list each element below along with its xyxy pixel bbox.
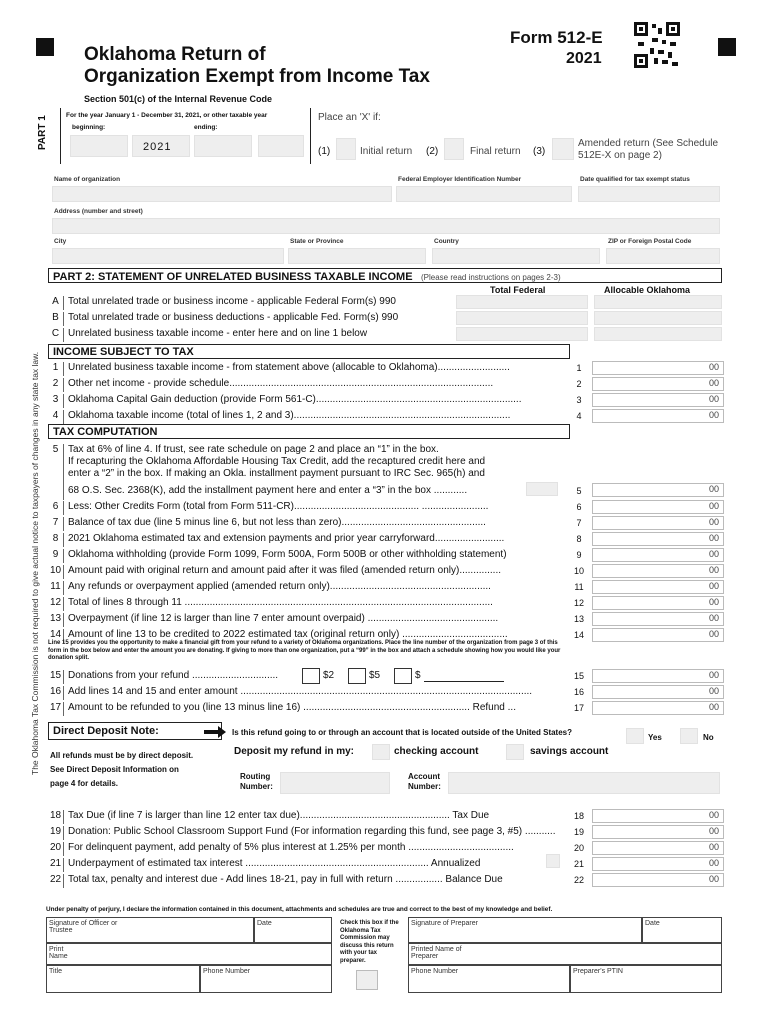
line-4-text: Oklahoma taxable income (total of lines 1, 2 and 3).............................................................................. [68,410,511,421]
print-name-field[interactable] [46,943,332,965]
line-21-cents: 00 [708,858,719,868]
part2-row-c-letter: C [48,328,64,342]
deposit-title-box [48,722,222,740]
line-16-number: 16 [48,686,64,700]
line-11-cents: 00 [708,581,719,591]
preparer-date-label: Date [645,920,660,927]
line-6-number: 6 [48,501,64,515]
line-17-right-number: 17 [573,703,584,713]
line-2-cents: 00 [708,378,719,388]
part1-label: PART 1 [37,115,48,150]
line-1-text: Unrelated business taxable income - from statement above (allocable to Oklahoma).......................... [68,362,510,373]
line-9-number: 9 [48,549,64,563]
line-20-number: 20 [48,842,64,856]
line-16-cents: 00 [708,686,719,696]
line-19-right-number: 19 [573,827,584,837]
line-22-number: 22 [48,874,64,888]
foreign-yes-checkbox[interactable] [626,728,644,744]
routing-label-2: Number: [240,782,273,791]
line-5-text-4: 68 O.S. Sec. 2368(K), add the installment payment here and enter a “3” in the box ............ [68,485,468,496]
line-7-cents: 00 [708,517,719,527]
discuss-checkbox[interactable] [356,970,378,990]
preparer-name-label: Printed Name of Preparer [411,946,462,960]
line-12-cents: 00 [708,597,719,607]
line-1-cents: 00 [708,362,719,372]
officer-date-field[interactable] [254,917,332,943]
part2-title: PART 2: STATEMENT OF UNRELATED BUSINESS TAXABLE INCOME [53,271,413,283]
part2-row-a-text: Total unrelated trade or business income - applicable Federal Form(s) 990 [68,296,396,307]
foreign-yes-label: Yes [648,733,662,742]
part2-note: (Please read instructions on pages 2-3) [421,273,561,282]
country-field[interactable] [432,248,600,264]
line-8-right-number: 8 [576,534,582,544]
line-20-cents: 00 [708,842,719,852]
line-14-text: Amount of line 13 to be credited to 2022 estimated tax (original return only) ...................................... [68,629,508,640]
title-label: Title [49,968,62,975]
line-7-number: 7 [48,517,64,531]
opt1-label: Initial return [360,146,413,157]
routing-label [240,772,273,792]
preparer-name-field[interactable] [408,943,722,965]
annualized-checkbox[interactable] [546,854,560,868]
line-19-cents: 00 [708,826,719,836]
line-10-cents: 00 [708,565,719,575]
line-1-number: 1 [48,362,64,376]
form-title-line2: Organization Exempt from Income Tax [84,66,430,87]
part2-row-a-letter: A [48,296,64,310]
line-6-cents: 00 [708,501,719,511]
line-18-cents: 00 [708,810,719,820]
line-2-text: Other net income - provide schedule............................................................................................... [68,378,494,389]
line-7-text: Balance of tax due (line 5 minus line 6, but not less than zero).................................................... [68,517,486,528]
form-section: Section 501(c) of the Internal Revenue Code [84,94,273,104]
place-x-label: Place an 'X' if: [318,112,381,123]
city-field[interactable] [52,248,284,264]
line-18-text: Tax Due (if line 7 is larger than line 12 enter tax due)...................................................... Tax Due [68,810,490,821]
ending-month-field[interactable] [194,135,252,157]
line-3-number: 3 [48,394,64,408]
part1-divider [60,108,61,164]
line-10-number: 10 [48,565,64,579]
ending-year-field[interactable] [258,135,304,157]
line-4-number: 4 [48,410,64,424]
foreign-no-checkbox[interactable] [680,728,698,744]
line-5-right-number: 5 [576,486,582,496]
routing-label-1: Routing [240,772,271,781]
line-9-right-number: 9 [576,550,582,560]
state-label: State or Province [290,238,344,245]
line-10-right-number: 10 [573,566,584,576]
line-22-text: Total tax, penalty and interest due - Add lines 18-21, pay in full with return ................. Balance Due [68,874,503,885]
fein-field[interactable] [396,186,572,202]
line-15-text: Donations from your refund ............................... [68,670,279,681]
registration-mark-right [718,38,736,56]
line-14-cents: 00 [708,629,719,639]
phone-label: Phone Number [203,968,251,975]
part2-row-c-text: Unrelated business taxable income - enter here and on line 1 below [68,328,368,339]
discuss-checkbox-label: Check this box if the Oklahoma Tax Commission may discuss this return with your tax preparer. [340,920,399,964]
preparer-signature-field[interactable] [408,917,642,943]
line-17-text: Amount to be refunded to you (line 13 minus line 16) ............................................................ Refund ... [68,702,516,713]
line-4-cents: 00 [708,410,719,420]
form-title-line1: Oklahoma Return of [84,44,266,65]
part1-beginning: beginning: [72,124,106,131]
line-11-text: Any refunds or overpayment applied (amended return only).......................................................... [68,581,491,592]
line-18-number: 18 [48,810,64,824]
org-name-label: Name of organization [54,176,121,183]
account-label-2: Number: [408,782,441,791]
line-5-text-3: enter a “2” in the box. If making an Okla. installment payment pursuant to IRC Sec. 965(h) and [68,468,485,479]
line-10-text: Amount paid with original return and amount paid after it was filed (amended return only)............... [68,565,501,576]
opt2-num: (2) [426,146,439,157]
part2-row-b-letter: B [48,312,64,326]
line-14-right-number: 14 [573,630,584,640]
line-5-code-box[interactable] [526,482,558,496]
savings-label: savings account [530,746,609,757]
tax-computation-header: TAX COMPUTATION [48,424,570,439]
zip-field[interactable] [606,248,720,264]
beginning-year-field[interactable] [132,135,190,157]
line-16-right-number: 16 [573,687,584,697]
donation-other-label: $ [415,670,421,681]
part1-divider-2 [310,108,311,164]
line-13-text: Overpayment (if line 12 is larger than line 7 enter amount overpaid) ............................................... [68,613,499,624]
line-12-text: Total of lines 8 through 11 ............................................................................................................... [68,597,493,608]
part1-tax-year: For the year January 1 - December 31, 2021, or other taxable year [66,112,268,119]
account-label-1: Account [408,772,440,781]
opt2-label: Final return [470,146,521,157]
part2-row-a-federal[interactable] [456,295,588,309]
part2-row-a-oklahoma[interactable] [594,295,722,309]
donation-note: Line 15 provides you the opportunity to make a financial gift from your refund to a variety of Oklahoma organizations. Place the line number of the organization from page 3 of this form in the box below and enter the amount you are donating. If giving to more than one organization, put a “99” in the box and attach a schedule showing how you would like your donation split. [48,640,561,661]
line-16-text: Add lines 14 and 15 and enter amount ......................................................................................................... [68,686,533,697]
line-9-text: Oklahoma withholding (provide Form 1099, Form 500A, Form 500B or other withholding statement) [68,549,507,560]
line-9-cents: 00 [708,549,719,559]
line-6-text: Less: Other Credits Form (total from Form 511-CR)............................................. ........................ [68,501,489,512]
deposit-note-2: See Direct Deposit Information on [50,765,179,774]
country-label: Country [434,238,459,245]
part2-header [48,268,722,283]
routing-number-field[interactable] [280,772,390,794]
account-label [408,772,441,792]
line-8-cents: 00 [708,533,719,543]
city-label: City [54,238,67,245]
line-21-number: 21 [48,858,64,872]
line-1-right-number: 1 [576,363,582,373]
registration-mark-left [36,38,54,56]
donation-5-label: $5 [369,670,381,681]
line-17-number: 17 [48,702,64,716]
side-legal-note: The Oklahoma Tax Commission is not required to give actual notice to taxpayers of changes in any state tax law. [30,351,40,775]
income-subject-header: INCOME SUBJECT TO TAX [48,344,570,359]
arrow-right-icon [204,726,226,738]
part2-row-c-oklahoma[interactable] [594,327,722,341]
donation-other-checkbox[interactable] [394,668,412,684]
line-7-right-number: 7 [576,518,582,528]
checking-checkbox[interactable] [372,744,390,760]
line-22-right-number: 22 [573,875,584,885]
line-3-text: Oklahoma Capital Gain deduction (provide Form 561-C).......................................................................... [68,394,522,405]
preparer-date-field[interactable] [642,917,722,943]
title-field[interactable] [46,965,200,993]
final-return-checkbox[interactable] [444,138,464,160]
deposit-note-1: All refunds must be by direct deposit. [50,751,194,760]
amended-return-checkbox[interactable] [552,138,574,160]
line-2-right-number: 2 [576,379,582,389]
line-15-number: 15 [48,670,64,684]
qr-code-icon [634,22,680,68]
line-8-number: 8 [48,533,64,547]
officer-date-label: Date [257,920,272,927]
part2-row-b-text: Total unrelated trade or business deductions - applicable Fed. Form(s) 990 [68,312,399,323]
part1-ending: ending: [194,124,218,131]
donation-other-underline [424,681,504,682]
donation-5-checkbox[interactable] [348,668,366,684]
line-20-right-number: 20 [573,843,584,853]
print-name-label: Print Name [49,946,68,960]
part2-row-b-oklahoma[interactable] [594,311,722,325]
line-18-right-number: 18 [573,811,584,821]
foreign-account-question: Is this refund going to or through an account that is located outside of the United States? [232,728,573,737]
line-19-text: Donation: Public School Classroom Support Fund (For information regarding this fund, see page 3, #5) ........... [68,826,556,837]
officer-signature-field[interactable] [46,917,254,943]
col-allocable-oklahoma: Allocable Oklahoma [604,285,691,295]
line-2-number: 2 [48,378,64,392]
address-field[interactable] [52,218,720,234]
line-15-right-number: 15 [573,671,584,681]
col-total-federal: Total Federal [490,285,546,295]
address-label: Address (number and street) [54,208,143,215]
state-field[interactable] [288,248,426,264]
line-11-right-number: 11 [574,582,584,592]
line-21-right-number: 21 [573,859,584,869]
line-5-number: 5 [48,444,64,500]
savings-checkbox[interactable] [506,744,524,760]
date-qualified-label: Date qualified for tax exempt status [580,176,690,183]
opt3-label-1: Amended return (See Schedule [578,138,719,149]
form-year: 2021 [566,50,602,67]
form-number: Form 512-E [510,28,603,47]
line-13-right-number: 13 [573,614,584,624]
zip-label: ZIP or Foreign Postal Code [608,238,692,245]
ptin-label: Preparer's PTIN [573,968,623,975]
line-20-text: For delinquent payment, add penalty of 5% plus interest at 1.25% per month ...................................... [68,842,514,853]
line-5-text-1: Tax at 6% of line 4. If trust, see rate schedule on page 2 and place an “1” in the box. [68,444,439,455]
line-6-right-number: 6 [576,502,582,512]
line-12-number: 12 [48,597,64,611]
preparer-signature-label: Signature of Preparer [411,920,478,927]
line-5-text-2: If recapturing the Oklahoma Affordable Housing Tax Credit, add the recaptured credit here and [68,456,486,467]
line-3-right-number: 3 [576,395,582,405]
line-22-cents: 00 [708,874,719,884]
opt3-num: (3) [533,146,546,157]
part2-row-b-federal[interactable] [456,311,588,325]
account-number-field[interactable] [448,772,720,794]
line-13-number: 13 [48,613,64,627]
line-12-right-number: 12 [573,598,584,608]
foreign-no-label: No [703,733,714,742]
line-11-number: 11 [48,581,64,595]
opt1-num: (1) [318,146,331,157]
donation-2-checkbox[interactable] [302,668,320,684]
checking-label: checking account [394,746,479,757]
ptin-field[interactable] [570,965,722,993]
line-3-cents: 00 [708,394,719,404]
officer-signature-label: Signature of Officer or Trustee [49,920,118,934]
preparer-phone-label: Phone Number [411,968,459,975]
org-name-field[interactable] [52,186,392,202]
line-14-number: 14 [48,629,64,643]
line-15-cents: 00 [708,670,719,680]
fein-label: Federal Employer Identification Number [398,176,522,183]
date-qualified-field[interactable] [578,186,720,202]
deposit-title: Direct Deposit Note: [53,725,159,737]
line-21-text: Underpayment of estimated tax interest .................................................................. Annualized [68,858,481,869]
deposit-to-label: Deposit my refund in my: [234,746,355,757]
preparer-phone-field[interactable] [408,965,570,993]
donation-2-label: $2 [323,670,335,681]
line-17-cents: 00 [708,702,719,712]
beginning-year-value: 2021 [143,141,172,153]
initial-return-checkbox[interactable] [336,138,356,160]
line-4-right-number: 4 [576,411,582,421]
line-13-cents: 00 [708,613,719,623]
beginning-month-field[interactable] [70,135,128,157]
perjury-statement: Under penalty of perjury, I declare the information contained in this document, attachments and schedules are true and correct to the best of my knowledge and belief. [46,906,553,913]
line-8-text: 2021 Oklahoma estimated tax and extension payments and prior year carryforward......................... [68,533,505,544]
part2-row-c-federal[interactable] [456,327,588,341]
line-19-number: 19 [48,826,64,840]
opt3-label-2: 512E-X on page 2) [578,150,662,161]
line-5-cents: 00 [708,484,719,494]
deposit-note-3: page 4 for details. [50,779,119,788]
phone-field[interactable] [200,965,332,993]
